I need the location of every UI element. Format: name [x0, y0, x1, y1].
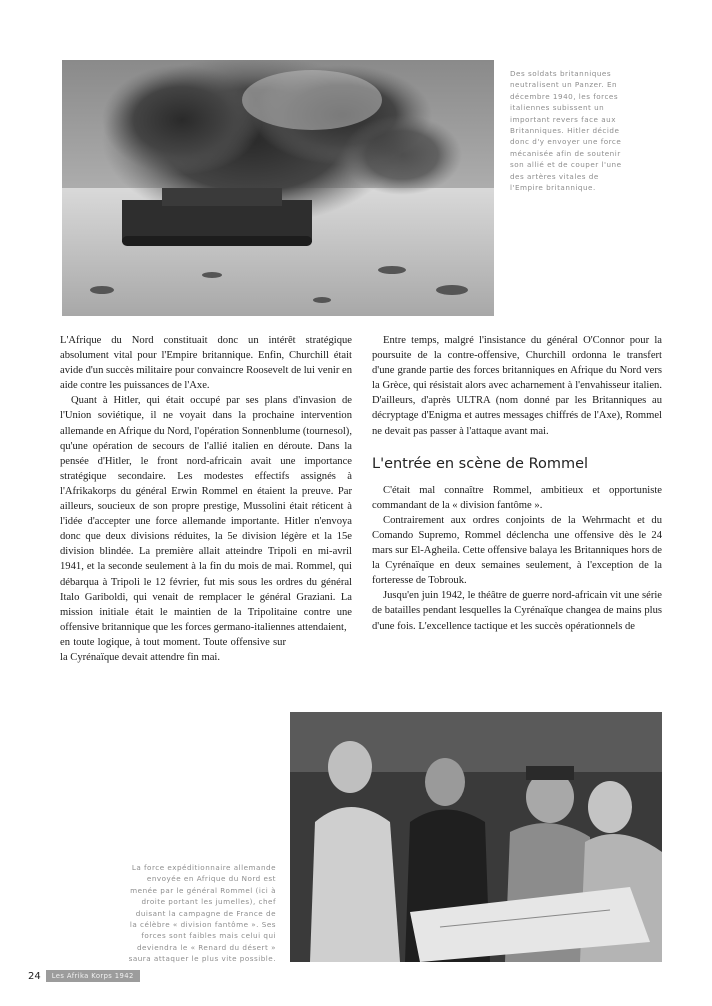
photo-burning-panzer [62, 60, 494, 316]
caption-bottom: La force expéditionnaire allemande envoyée en Afrique du Nord est menée par le général Rommel (ici à droite portant les jumelles), chef duisant la campagne de France de la célèbre « division fantôme ». Ses forces sont faibles mais celui qui deviendra le « Renard du désert » saura attaquer le plus vite possible. [128, 863, 276, 964]
paragraph: C'était mal connaître Rommel, ambitieux et opportuniste commandant de la « division fantôme ». [372, 484, 662, 511]
left-column [60, 333, 352, 665]
paragraph: Contrairement aux ordres conjoints de la Wehrmacht et du Comando Supremo, Rommel déclencha une offensive dès le 24 mars sur El-Agheila. Cette offensive balaya les Britanniques hors de la Cyrénaïque en deux semaines seulement, à l'exception de la forteresse de Tobrouk. [372, 514, 662, 587]
paragraph: Quant à Hitler, qui était occupé par ses plans d'invasion de l'Union soviétique, il ne voyait dans la prochaine intervention allemande en Afrique du Nord, l'opération Sonnenblume (tournesol), qu'une opération de secours de l'allié italien en déroute. Dans la pensée d'Hitler, le front nord-africain avait une importance stratégique secondaire. Les modestes effectifs assignés à l'Afrikakorps du général Erwin Rommel en étaient la preuve. Par ailleurs, soucieux de son propre prestige, Mussolini était réticent à l'idée d'accepter une force allemande importante. Hitler n'envoya donc que deux divisions réduites, la 5e division légère et la 15e division blindée. La première allait atteindre Tripoli en mi-avril 1941, et la seconde seulement à la fin du mois de mai. Rommel, qui débarqua à Tripoli le 12 février, fut mis sous les ordres du général Italo Gariboldi, qui venait de remplacer le général Graziani. La mission initiale était le maintien de la Tripolitaine contre une offensive britannique que les forces germano-italiennes attendaient, [60, 395, 352, 633]
paragraph: L'Afrique du Nord constituait donc un intérêt stratégique absolument vital pour l'Empire britannique. Enfin, Churchill était avide d'un succès militaire pour convaincre Roosevelt de lui venir en aide contre les puissances de l'Axe. [60, 335, 352, 392]
caption-top: Des soldats britanniques neutralisent un Panzer. En décembre 1940, les forces italiennes subissent un important revers face aux Britanniques. Hitler décide donc d'y envoyer une force mécanisée afin de soutenir son allié et de couper l'une des artères vitales de l'Empire britannique. [510, 69, 622, 193]
photo-rommel-officers [290, 712, 662, 962]
section-heading: L'entrée en scène de Rommel [372, 455, 589, 472]
page-number: 24 [28, 970, 41, 982]
paragraph: en toute logique, à tout moment. Toute offensive sur la Cyrénaïque devait attendre fin mai. [60, 636, 286, 663]
paragraph: Jusqu'en juin 1942, le théâtre de guerre nord-africain vit une série de batailles pendant lesquelles la Cyrénaïque changea de mains plus d'une fois. L'excellence tactique et les succès opérationnels de [372, 590, 662, 632]
right-column [372, 333, 662, 634]
page-footer [28, 970, 140, 982]
paragraph: Entre temps, malgré l'insistance du général O'Connor pour la poursuite de la contre-offensive, Churchill ordonna le transfert d'une grande partie des forces britanniques en Afrique du Nord vers la Grèce, qui résistait alors avec acharnement à l'envahisseur italien. D'ailleurs, d'après ULTRA (nom donné par les Britanniques au décryptage d'Enigma et autres messages chiffrés de l'Axe), Rommel ne devait pas passer à l'attaque avant mai. [372, 335, 662, 437]
running-head: Les Afrika Korps 1942 [46, 970, 140, 982]
